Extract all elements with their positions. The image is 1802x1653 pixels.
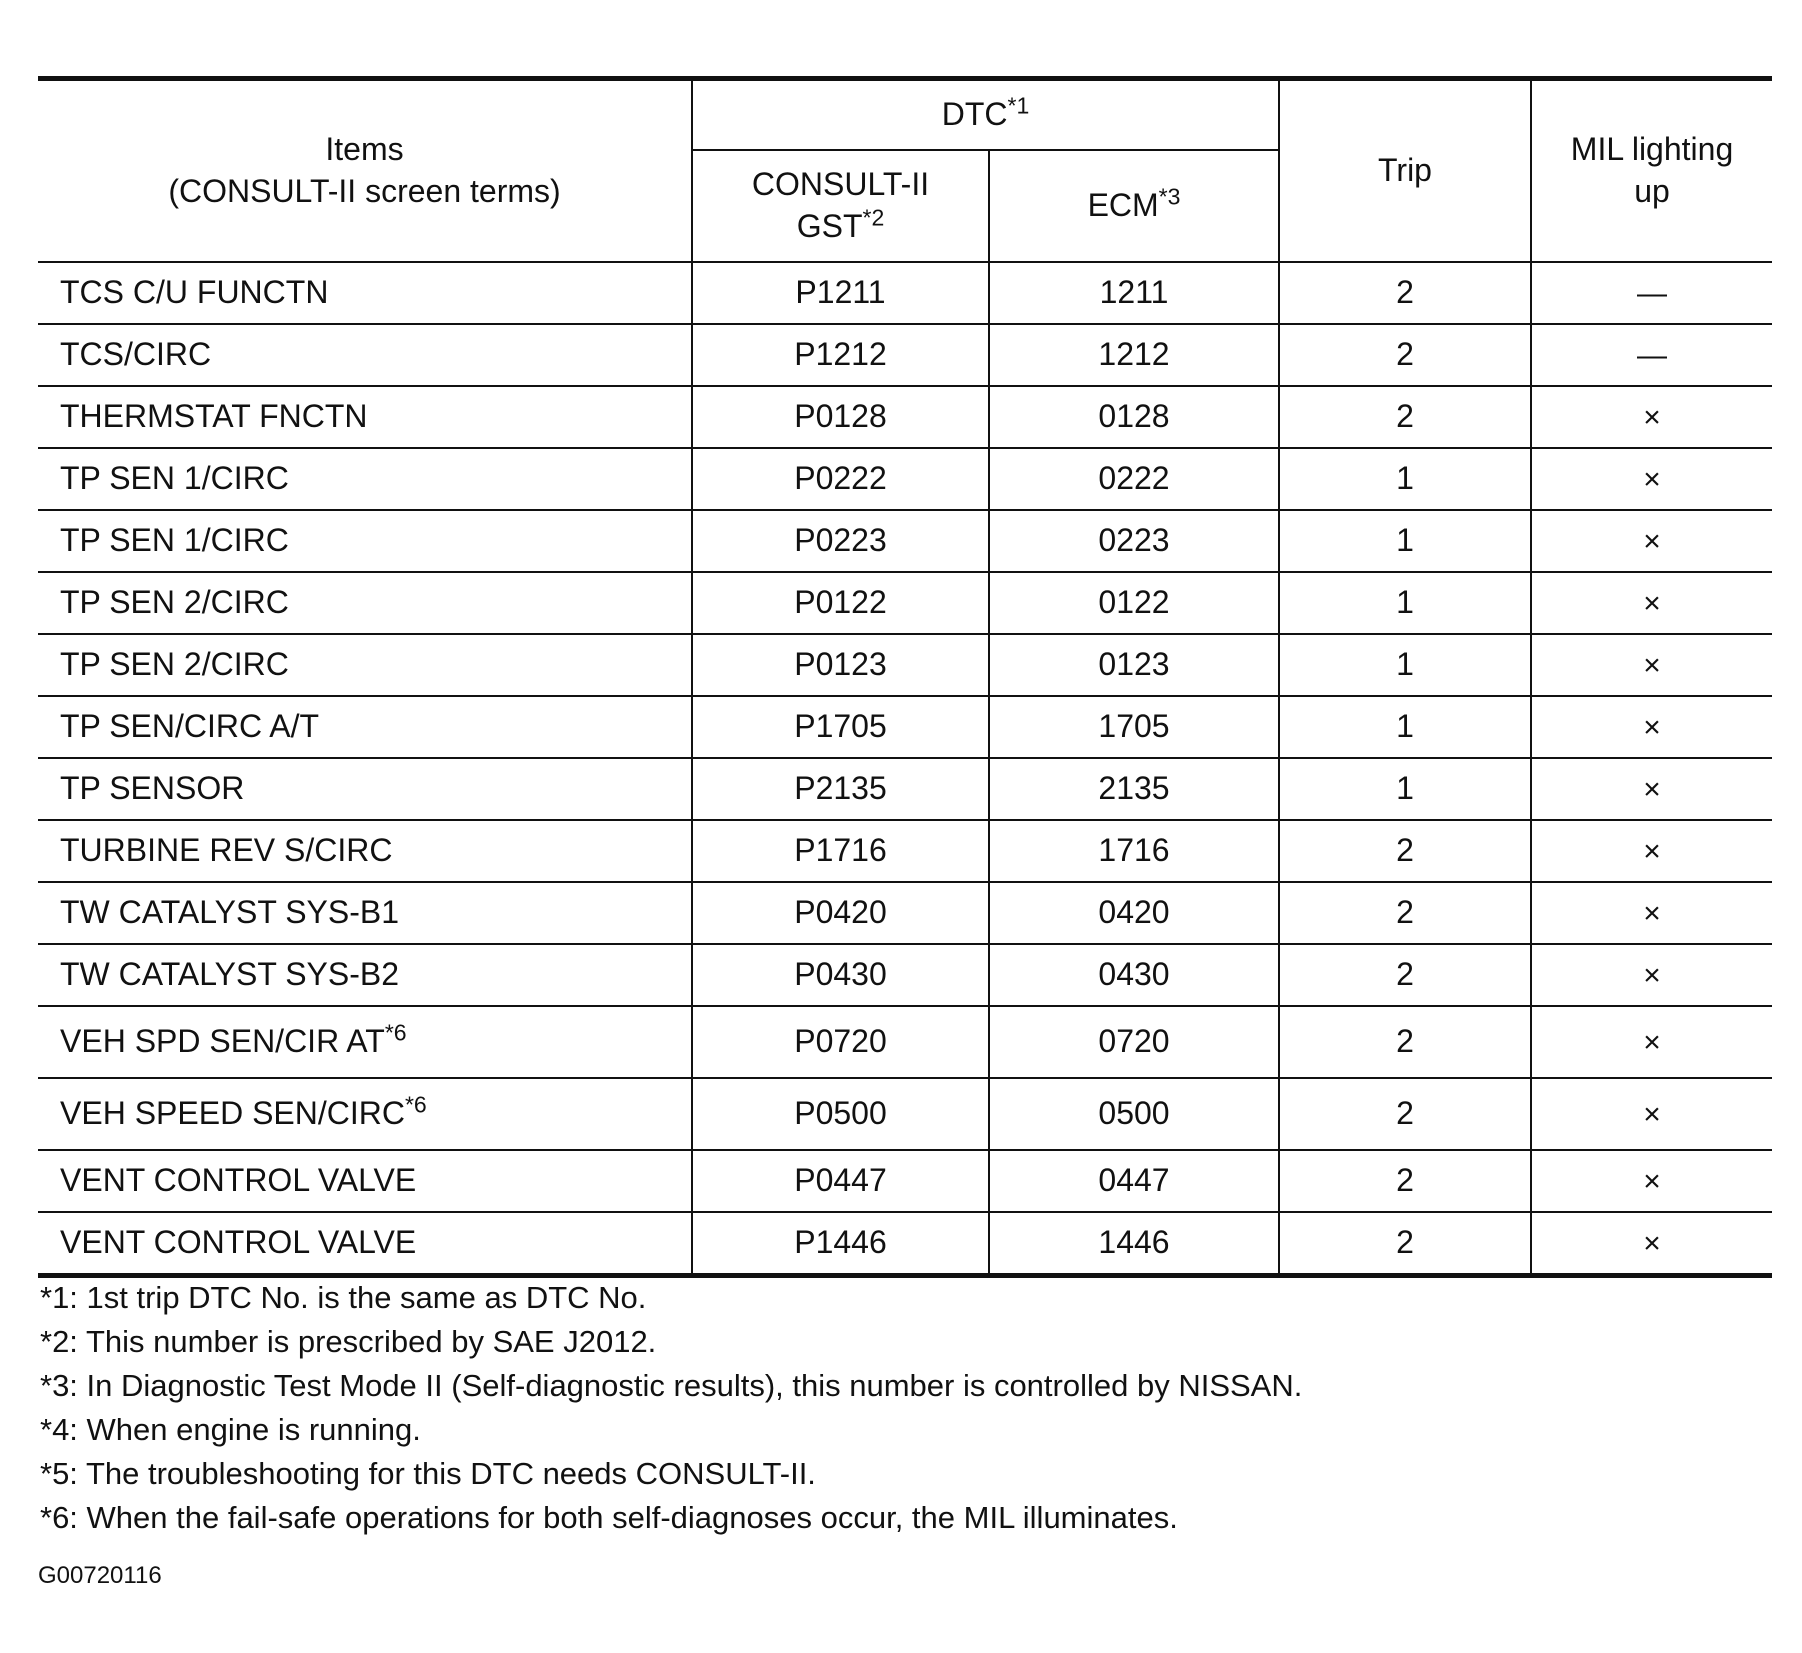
cell-ecm-code: 1212 xyxy=(989,324,1279,386)
item-footnote-ref: *6 xyxy=(384,1019,407,1046)
header-mil-line2: up xyxy=(1634,173,1670,209)
cell-mil: × xyxy=(1531,944,1772,1006)
cell-item xyxy=(38,262,692,324)
cell-consult-code: P1716 xyxy=(692,820,989,882)
header-dtc xyxy=(692,79,1279,151)
cell-trip: 2 xyxy=(1279,882,1531,944)
table-row xyxy=(38,448,1772,510)
cell-ecm-code: 0128 xyxy=(989,386,1279,448)
table-row xyxy=(38,758,1772,820)
table-row xyxy=(38,696,1772,758)
cell-mil: × xyxy=(1531,386,1772,448)
cell-item xyxy=(38,758,692,820)
item-name: TP SEN 2/CIRC xyxy=(60,584,289,621)
cell-ecm-code: 0447 xyxy=(989,1150,1279,1212)
cell-item xyxy=(38,1150,692,1212)
cell-ecm-code: 1211 xyxy=(989,262,1279,324)
header-consult-line1: CONSULT-II xyxy=(751,166,930,203)
cell-mil: × xyxy=(1531,1006,1772,1078)
cell-consult-code: P0128 xyxy=(692,386,989,448)
cell-consult-code: P1211 xyxy=(692,262,989,324)
header-items-line1: Items xyxy=(325,131,404,168)
cell-item xyxy=(38,324,692,386)
cell-ecm-code: 1716 xyxy=(989,820,1279,882)
cell-mil: × xyxy=(1531,758,1772,820)
cell-consult-code: P0223 xyxy=(692,510,989,572)
header-ecm-footnote-ref: *3 xyxy=(1158,183,1181,210)
header-mil-line1: MIL lighting xyxy=(1570,131,1734,168)
cell-item xyxy=(38,882,692,944)
cell-ecm-code: 0223 xyxy=(989,510,1279,572)
table-row xyxy=(38,1006,1772,1078)
cell-trip: 2 xyxy=(1279,1078,1531,1150)
cell-mil: — xyxy=(1531,324,1772,386)
cell-item xyxy=(38,1006,692,1078)
table-row xyxy=(38,386,1772,448)
figure-code: G00720116 xyxy=(38,1562,162,1589)
footnote: *1: 1st trip DTC No. is the same as DTC No. xyxy=(40,1280,647,1315)
cell-ecm-code: 0430 xyxy=(989,944,1279,1006)
header-items-line2: (CONSULT-II screen terms) xyxy=(168,173,561,209)
cell-mil: × xyxy=(1531,1212,1772,1276)
header-trip-label: Trip xyxy=(1378,152,1432,189)
cell-consult-code: P0222 xyxy=(692,448,989,510)
item-name: TCS C/U FUNCTN xyxy=(60,274,329,311)
header-dtc-label: DTC xyxy=(941,96,1008,133)
cell-consult-code: P0122 xyxy=(692,572,989,634)
cell-mil: × xyxy=(1531,820,1772,882)
item-name: TURBINE REV S/CIRC xyxy=(60,832,393,869)
header-consult-line2: GST xyxy=(796,208,863,244)
table-row xyxy=(38,324,1772,386)
cell-ecm-code: 1446 xyxy=(989,1212,1279,1276)
cell-trip: 1 xyxy=(1279,510,1531,572)
cell-trip: 1 xyxy=(1279,696,1531,758)
item-name: TP SEN/CIRC A/T xyxy=(60,708,320,745)
cell-trip: 2 xyxy=(1279,262,1531,324)
cell-mil: × xyxy=(1531,882,1772,944)
table-row xyxy=(38,1212,1772,1276)
cell-mil: × xyxy=(1531,1078,1772,1150)
cell-mil: × xyxy=(1531,572,1772,634)
item-name: THERMSTAT FNCTN xyxy=(60,398,368,435)
cell-mil: × xyxy=(1531,634,1772,696)
item-footnote-ref: *6 xyxy=(404,1091,427,1118)
table-header xyxy=(38,79,1772,263)
cell-ecm-code: 1705 xyxy=(989,696,1279,758)
cell-mil: × xyxy=(1531,510,1772,572)
cell-consult-code: P1446 xyxy=(692,1212,989,1276)
cell-consult-code: P0420 xyxy=(692,882,989,944)
item-name: TP SEN 2/CIRC xyxy=(60,646,289,683)
table-row xyxy=(38,944,1772,1006)
item-name: TCS/CIRC xyxy=(60,336,212,373)
table-row xyxy=(38,572,1772,634)
footnote: *6: When the fail-safe operations for both self-diagnoses occur, the MIL illuminates. xyxy=(40,1500,1178,1535)
dtc-table xyxy=(38,76,1772,1278)
header-mil xyxy=(1531,79,1772,263)
footnotes xyxy=(40,1276,1302,1540)
item-name: TP SEN 1/CIRC xyxy=(60,460,289,497)
cell-trip: 2 xyxy=(1279,1212,1531,1276)
cell-item xyxy=(38,634,692,696)
cell-mil: — xyxy=(1531,262,1772,324)
cell-item xyxy=(38,572,692,634)
cell-ecm-code: 0420 xyxy=(989,882,1279,944)
cell-consult-code: P0123 xyxy=(692,634,989,696)
item-name: VENT CONTROL VALVE xyxy=(60,1162,417,1199)
cell-mil: × xyxy=(1531,1150,1772,1212)
footnote: *4: When engine is running. xyxy=(40,1412,421,1447)
cell-consult-code: P1705 xyxy=(692,696,989,758)
cell-trip: 2 xyxy=(1279,1150,1531,1212)
footnote: *2: This number is prescribed by SAE J2012. xyxy=(40,1324,657,1359)
item-name: VEH SPEED SEN/CIRC xyxy=(60,1095,405,1132)
table-row xyxy=(38,634,1772,696)
item-name: VEH SPD SEN/CIR AT xyxy=(60,1023,385,1060)
cell-trip: 1 xyxy=(1279,572,1531,634)
cell-consult-code: P0720 xyxy=(692,1006,989,1078)
table-row xyxy=(38,882,1772,944)
header-items xyxy=(38,79,692,263)
table-row xyxy=(38,262,1772,324)
footnote: *3: In Diagnostic Test Mode II (Self-diagnostic results), this number is controlled by NISSAN. xyxy=(40,1368,1303,1403)
cell-consult-code: P1212 xyxy=(692,324,989,386)
cell-item xyxy=(38,1078,692,1150)
cell-ecm-code: 0222 xyxy=(989,448,1279,510)
table-row xyxy=(38,510,1772,572)
cell-trip: 2 xyxy=(1279,820,1531,882)
item-name: VENT CONTROL VALVE xyxy=(60,1224,417,1261)
cell-item xyxy=(38,386,692,448)
cell-consult-code: P0500 xyxy=(692,1078,989,1150)
cell-item xyxy=(38,944,692,1006)
header-ecm-label: ECM xyxy=(1087,187,1159,224)
cell-item xyxy=(38,510,692,572)
header-ecm xyxy=(989,150,1279,262)
cell-ecm-code: 0720 xyxy=(989,1006,1279,1078)
cell-trip: 1 xyxy=(1279,448,1531,510)
cell-trip: 1 xyxy=(1279,634,1531,696)
dtc-table-container xyxy=(38,76,1772,1278)
cell-trip: 2 xyxy=(1279,944,1531,1006)
cell-ecm-code: 0123 xyxy=(989,634,1279,696)
cell-item xyxy=(38,696,692,758)
table-row xyxy=(38,820,1772,882)
item-name: TW CATALYST SYS-B1 xyxy=(60,894,400,931)
cell-consult-code: P2135 xyxy=(692,758,989,820)
item-name: TW CATALYST SYS-B2 xyxy=(60,956,400,993)
footnote: *5: The troubleshooting for this DTC needs CONSULT-II. xyxy=(40,1456,816,1491)
cell-trip: 2 xyxy=(1279,386,1531,448)
cell-consult-code: P0447 xyxy=(692,1150,989,1212)
cell-trip: 2 xyxy=(1279,1006,1531,1078)
item-name: TP SEN 1/CIRC xyxy=(60,522,289,559)
header-consult-footnote-ref: *2 xyxy=(862,204,885,231)
cell-mil: × xyxy=(1531,448,1772,510)
cell-item xyxy=(38,1212,692,1276)
cell-item xyxy=(38,448,692,510)
table-body xyxy=(38,262,1772,1276)
item-name: TP SENSOR xyxy=(60,770,245,807)
cell-trip: 2 xyxy=(1279,324,1531,386)
header-consult xyxy=(692,150,989,262)
cell-item xyxy=(38,820,692,882)
cell-ecm-code: 0122 xyxy=(989,572,1279,634)
table-row xyxy=(38,1150,1772,1212)
cell-trip: 1 xyxy=(1279,758,1531,820)
header-trip xyxy=(1279,79,1531,263)
cell-mil: × xyxy=(1531,696,1772,758)
header-dtc-footnote-ref: *1 xyxy=(1007,92,1030,119)
cell-ecm-code: 2135 xyxy=(989,758,1279,820)
table-row xyxy=(38,1078,1772,1150)
cell-ecm-code: 0500 xyxy=(989,1078,1279,1150)
cell-consult-code: P0430 xyxy=(692,944,989,1006)
